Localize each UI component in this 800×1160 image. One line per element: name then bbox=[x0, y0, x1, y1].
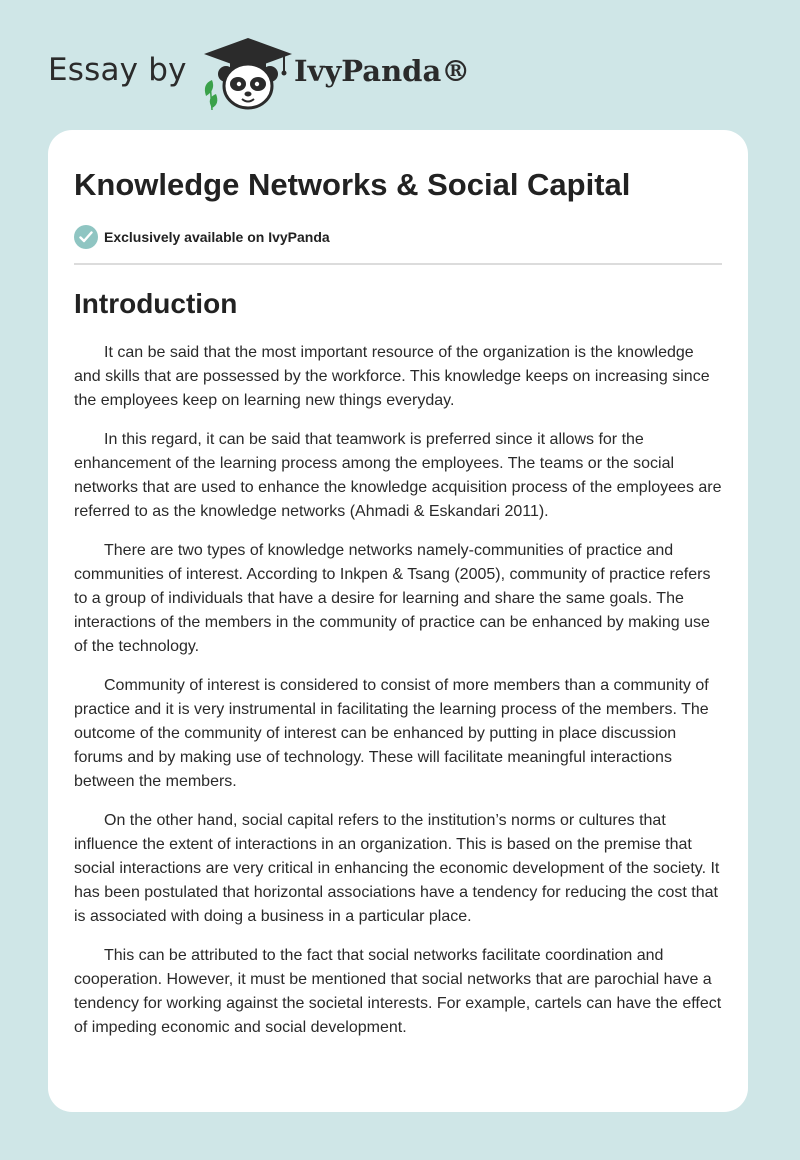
paragraph: It can be said that the most important resource of the organization is the knowledge and skills that are possessed by the workforce. This knowledge keeps on increasing since the employees keep on learning new things everyday. bbox=[74, 344, 710, 409]
essay-card bbox=[48, 130, 748, 1112]
brand-name[interactable]: IvyPanda® bbox=[294, 54, 471, 88]
paragraph: There are two types of knowledge networks namely-communities of practice and communities of interest. According to Inkpen & Tsang (2005), community of practice refers to a group of individuals that have a desire for learning and share the same goals. The interactions of the members in the community of practice can be enhanced by making use of the technology. bbox=[74, 542, 711, 655]
paragraph: This can be attributed to the fact that social networks facilitate coordination and cooperation. However, it must be mentioned that social networks that are parochial have a tendency for working against the societal interests. For example, cartels can have the effect of impeding economic and social development. bbox=[74, 947, 722, 1036]
paragraph: In this regard, it can be said that teamwork is preferred since it allows for the enhancement of the learning process among the employees. The teams or the social networks that are used to enhance the knowledge acquisition process of the employees are referred to as the knowledge networks (Ahmadi & Eskandari 2011). bbox=[74, 431, 722, 520]
essay-title: Knowledge Networks & Social Capital bbox=[74, 167, 631, 202]
site-header bbox=[0, 0, 800, 130]
badge-label: Exclusively available on IvyPanda bbox=[104, 229, 330, 245]
check-circle-icon bbox=[74, 225, 98, 249]
brand-prefix: Essay by bbox=[48, 52, 187, 88]
exclusive-badge bbox=[74, 224, 722, 250]
panda-graduation-cap-icon[interactable] bbox=[200, 36, 296, 112]
section-heading: Introduction bbox=[74, 288, 238, 319]
paragraph: On the other hand, social capital refers to the institution’s norms or cultures that influence the extent of interactions in an organization. This is based on the premise that social interactions are very critical in enhancing the economic development of the society. It has been postulated that horizontal associations have a tendency for reducing the cost that is associated with doing a business in a particular place. bbox=[74, 812, 720, 925]
essay-body bbox=[74, 341, 722, 1040]
paragraph: Community of interest is considered to consist of more members than a community of practice and it is very instrumental in facilitating the learning process of the members. The outcome of the community of interest can be enhanced by putting in place discussion forums and by making use of technology. These will facilitate meaningful interactions between the members. bbox=[74, 677, 709, 790]
